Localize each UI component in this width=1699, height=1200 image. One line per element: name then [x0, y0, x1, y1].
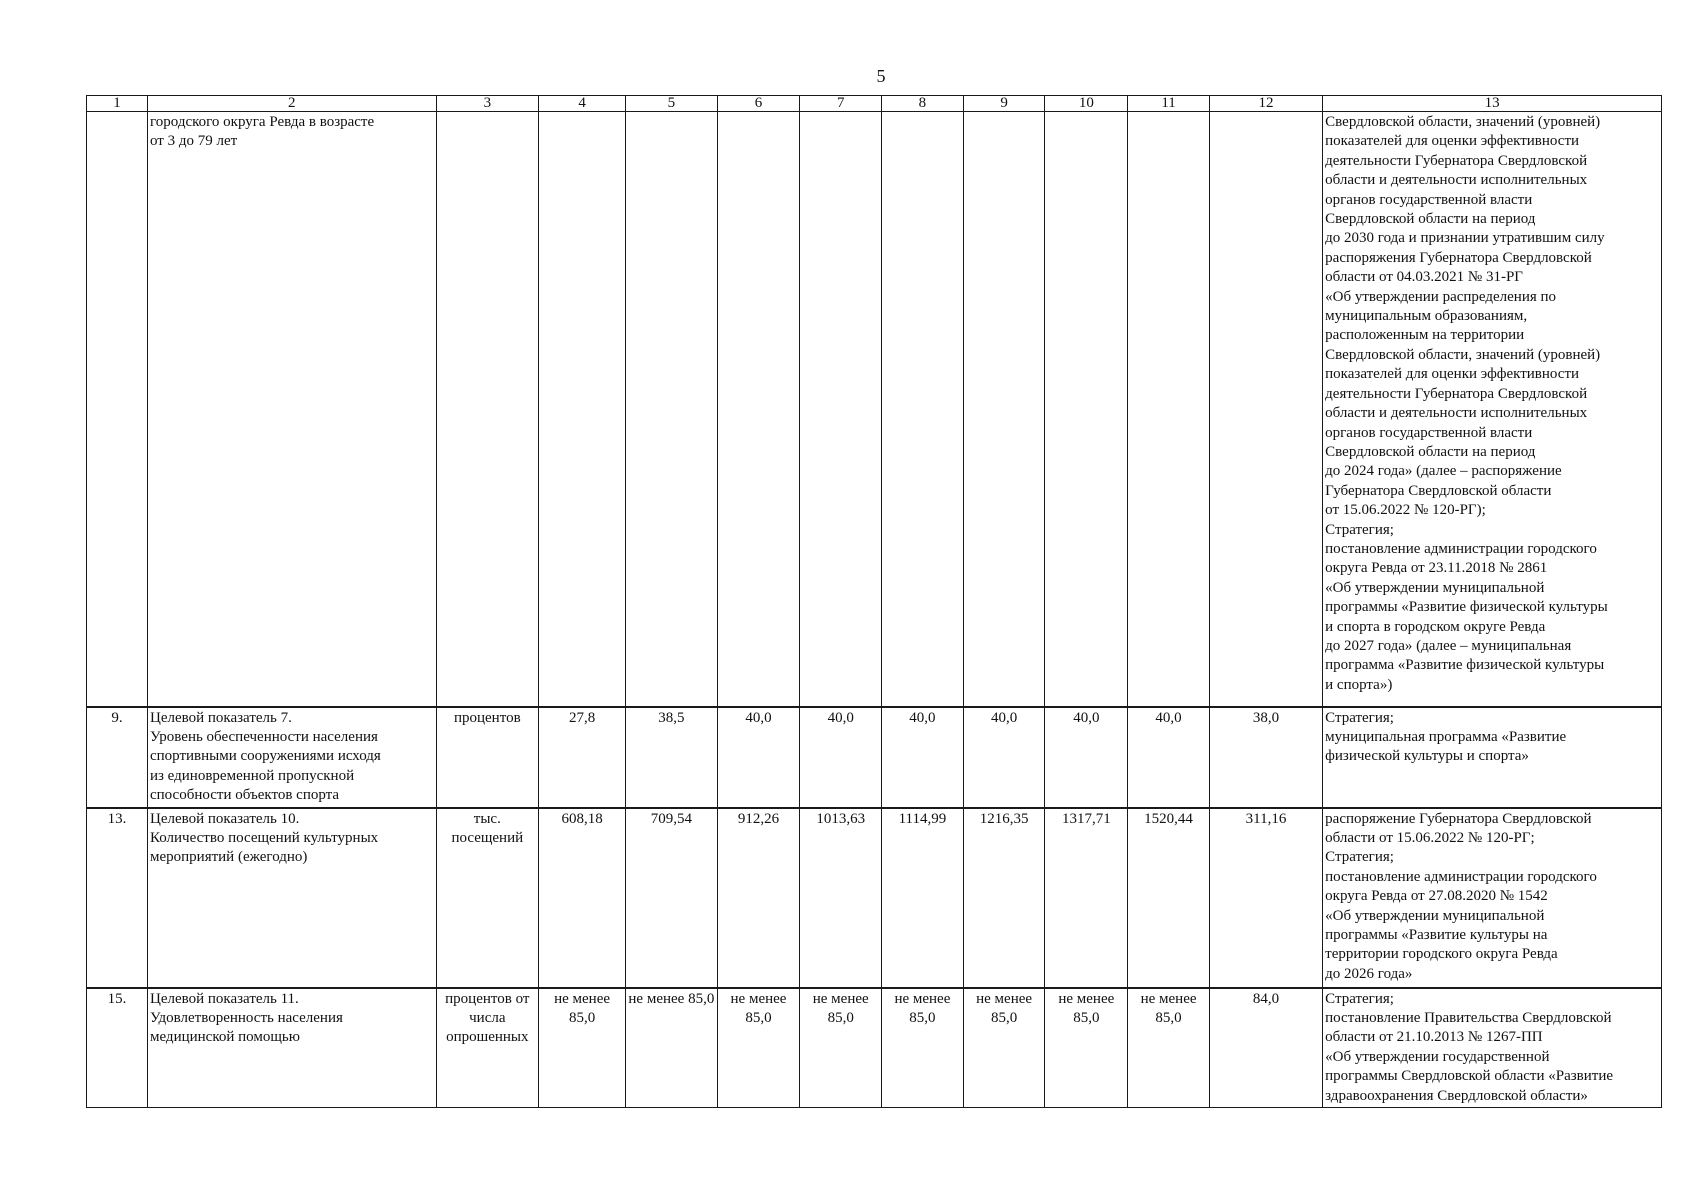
table-row — [87, 808, 1662, 988]
value-cell: 1520,44 — [1128, 808, 1210, 988]
value-cell: 38,5 — [626, 707, 717, 808]
value-cell: 40,0 — [717, 707, 800, 808]
cell-line: и спорта») — [1325, 676, 1393, 693]
cell-line: физической культуры и спорта» — [1325, 748, 1529, 765]
value-cell — [717, 112, 800, 707]
header-cell: 3 — [436, 96, 538, 112]
cell-line: муниципальным образованиям, — [1325, 308, 1528, 325]
cell-line: программы «Развитие физической культуры — [1325, 599, 1608, 616]
table-row — [87, 707, 1662, 808]
row-number-cell: 13. — [87, 808, 148, 988]
cell-line: Целевой показатель 11. — [149, 990, 299, 1007]
header-cell: 13 — [1323, 96, 1662, 112]
value-cell — [963, 112, 1045, 707]
cell-line: расположенным на территории — [1325, 327, 1525, 344]
header-cell: 6 — [717, 96, 800, 112]
header-cell: 2 — [147, 96, 436, 112]
cell-line: органов государственной власти — [1325, 191, 1533, 208]
table-row — [87, 112, 1662, 707]
cell-line: территории городского округа Ревда — [1325, 946, 1558, 963]
unit-cell — [436, 988, 538, 1108]
cell-line: постановление Правительства Свердловской — [1325, 1009, 1612, 1026]
baseline-value-cell: 311,16 — [1209, 808, 1322, 988]
source-document-cell — [1323, 988, 1662, 1108]
cell-line: опрошенных — [446, 1029, 529, 1046]
cell-line: до 2024 года» (далее – распоряжение — [1325, 463, 1562, 480]
value-cell: не менее 85,0 — [800, 988, 882, 1108]
cell-line: Целевой показатель 10. — [149, 810, 300, 827]
value-cell — [626, 112, 717, 707]
cell-line: посещений — [451, 829, 524, 846]
value-cell — [1045, 112, 1128, 707]
cell-line: области от 04.03.2021 № 31-РГ — [1325, 269, 1523, 286]
cell-line: здравоохранения Свердловской области» — [1325, 1087, 1588, 1104]
cell-line: округа Ревда от 23.11.2018 № 2861 — [1325, 560, 1548, 577]
cell-line: процентов — [453, 709, 521, 726]
header-cell: 11 — [1128, 96, 1210, 112]
cell-line: «Об утверждении государственной — [1325, 1048, 1550, 1065]
cell-line: области и деятельности исполнительных — [1325, 405, 1588, 422]
cell-line: округа Ревда от 27.08.2020 № 1542 — [1325, 888, 1548, 905]
cell-line: Стратегия; — [1325, 990, 1394, 1007]
cell-line: деятельности Губернатора Свердловской — [1325, 152, 1588, 169]
header-cell: 5 — [626, 96, 717, 112]
unit-cell — [436, 112, 538, 707]
table-row — [87, 988, 1662, 1108]
value-cell — [1128, 112, 1210, 707]
value-cell: не менее 85,0 — [882, 988, 964, 1108]
cell-line: из единовременной пропускной — [149, 767, 355, 784]
value-cell: не менее 85,0 — [539, 988, 626, 1108]
row-number-cell — [87, 112, 148, 707]
header-cell: 4 — [539, 96, 626, 112]
unit-cell — [436, 808, 538, 988]
value-cell: 912,26 — [717, 808, 800, 988]
value-cell: 40,0 — [1045, 707, 1128, 808]
cell-line: области и деятельности исполнительных — [1325, 172, 1588, 189]
baseline-value-cell: 38,0 — [1209, 707, 1322, 808]
row-number-cell: 15. — [87, 988, 148, 1108]
cell-line: постановление администрации городского — [1325, 540, 1597, 557]
indicator-name-cell — [147, 112, 436, 707]
value-cell: 40,0 — [800, 707, 882, 808]
cell-line: от 3 до 79 лет — [149, 133, 238, 150]
value-cell: 40,0 — [963, 707, 1045, 808]
cell-line: распоряжение Губернатора Свердловской — [1325, 810, 1592, 827]
value-cell: не менее 85,0 — [717, 988, 800, 1108]
table-header-row — [87, 96, 1662, 112]
header-cell: 8 — [882, 96, 964, 112]
cell-line: Количество посещений культурных — [149, 829, 379, 846]
cell-line: процентов от — [445, 990, 530, 1007]
cell-line: Свердловской области на период — [1325, 211, 1536, 228]
cell-line: Целевой показатель 7. — [149, 709, 292, 726]
cell-line: программы Свердловской области «Развитие — [1325, 1068, 1614, 1085]
value-cell — [539, 112, 626, 707]
baseline-value-cell — [1209, 112, 1322, 707]
value-cell: 1013,63 — [800, 808, 882, 988]
indicator-name-cell — [147, 988, 436, 1108]
value-cell — [800, 112, 882, 707]
cell-line: Уровень обеспеченности населения — [149, 728, 378, 745]
cell-line: городского округа Ревда в возрасте — [149, 114, 375, 130]
cell-line: деятельности Губернатора Свердловской — [1325, 385, 1588, 402]
indicators-table — [86, 95, 1662, 1108]
cell-line: Свердловской области, значений (уровней) — [1325, 346, 1601, 363]
page-number: 5 — [876, 66, 886, 86]
value-cell: не менее 85,0 — [626, 988, 717, 1108]
cell-line: способности объектов спорта — [149, 787, 340, 804]
cell-line: тыс. — [473, 810, 501, 827]
cell-line: Свердловской области на период — [1325, 443, 1536, 460]
indicator-name-cell — [147, 808, 436, 988]
source-document-cell — [1323, 707, 1662, 808]
value-cell: 1114,99 — [882, 808, 964, 988]
cell-line: программа «Развитие физической культуры — [1325, 657, 1605, 674]
cell-line: Стратегия; — [1325, 709, 1394, 726]
cell-line: программы «Развитие культуры на — [1325, 926, 1548, 943]
header-cell: 10 — [1045, 96, 1128, 112]
unit-cell — [436, 707, 538, 808]
cell-line: Удовлетворенность населения — [149, 1009, 343, 1026]
value-cell: 1317,71 — [1045, 808, 1128, 988]
cell-line: области от 21.10.2013 № 1267-ПП — [1325, 1029, 1543, 1046]
value-cell: 608,18 — [539, 808, 626, 988]
source-document-cell — [1323, 808, 1662, 988]
value-cell: 1216,35 — [963, 808, 1045, 988]
value-cell: не менее 85,0 — [963, 988, 1045, 1108]
value-cell: 40,0 — [1128, 707, 1210, 808]
cell-line: распоряжения Губернатора Свердловской — [1325, 249, 1592, 266]
cell-line: «Об утверждении распределения по — [1325, 288, 1557, 305]
cell-line: показателей для оценки эффективности — [1325, 133, 1580, 150]
cell-line: до 2030 года и признании утратившим силу — [1325, 230, 1605, 247]
cell-line: показателей для оценки эффективности — [1325, 366, 1580, 383]
row-number-cell: 9. — [87, 707, 148, 808]
cell-line: муниципальная программа «Развитие — [1325, 728, 1567, 745]
cell-line: Стратегия; — [1325, 521, 1394, 538]
header-cell: 1 — [87, 96, 148, 112]
cell-line: Стратегия; — [1325, 849, 1394, 866]
value-cell: 40,0 — [882, 707, 964, 808]
cell-line: до 2026 года» — [1325, 965, 1413, 982]
value-cell: не менее 85,0 — [1128, 988, 1210, 1108]
cell-line: органов государственной власти — [1325, 424, 1533, 441]
cell-line: области от 15.06.2022 № 120-РГ; — [1325, 829, 1535, 846]
cell-line: мероприятий (ежегодно) — [149, 849, 308, 866]
header-cell: 12 — [1209, 96, 1322, 112]
value-cell: не менее 85,0 — [1045, 988, 1128, 1108]
value-cell: 27,8 — [539, 707, 626, 808]
header-cell: 7 — [800, 96, 882, 112]
cell-line: спортивными сооружениями исходя — [149, 748, 381, 765]
source-document-cell — [1323, 112, 1662, 707]
value-cell: 709,54 — [626, 808, 717, 988]
cell-line: медицинской помощью — [149, 1029, 300, 1046]
indicator-name-cell — [147, 707, 436, 808]
cell-line: от 15.06.2022 № 120-РГ); — [1325, 502, 1486, 519]
cell-line: и спорта в городском округе Ревда — [1325, 618, 1546, 635]
value-cell — [882, 112, 964, 707]
cell-line: «Об утверждении муниципальной — [1325, 907, 1545, 924]
baseline-value-cell: 84,0 — [1209, 988, 1322, 1108]
cell-line: Губернатора Свердловской области — [1325, 482, 1552, 499]
cell-line: числа — [469, 1009, 506, 1026]
header-cell: 9 — [963, 96, 1045, 112]
cell-line: до 2027 года» (далее – муниципальная — [1325, 637, 1572, 654]
cell-line: «Об утверждении муниципальной — [1325, 579, 1545, 596]
cell-line: постановление администрации городского — [1325, 868, 1597, 885]
cell-line: Свердловской области, значений (уровней) — [1325, 114, 1601, 130]
